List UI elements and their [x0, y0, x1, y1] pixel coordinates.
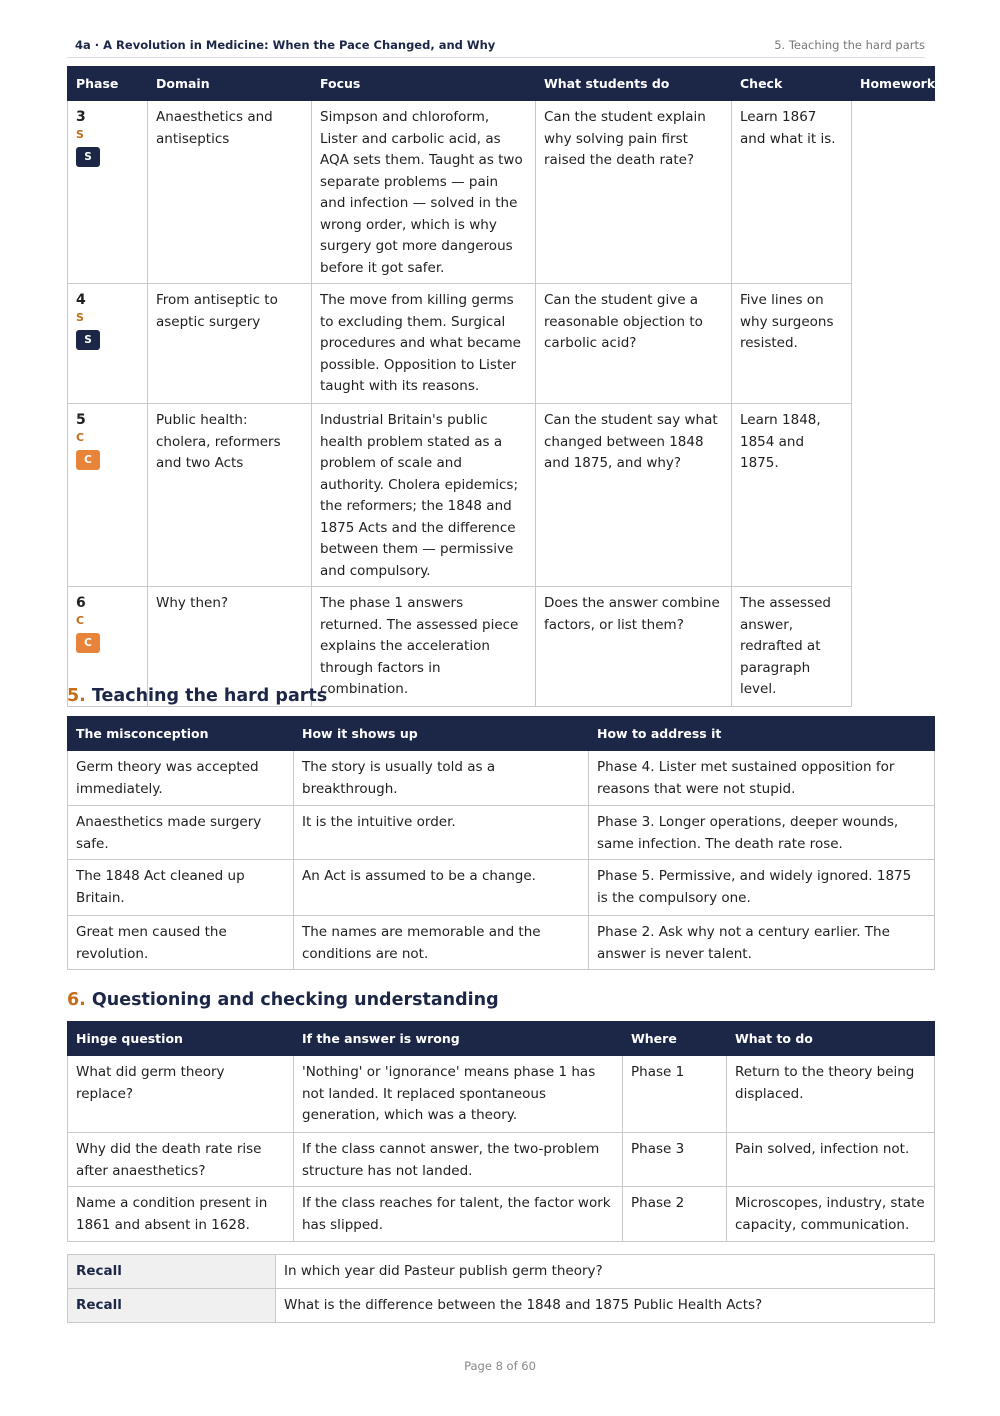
table-row [68, 1133, 935, 1187]
address-cell: Phase 2. Ask why not a century earlier. The answer is never talent. [589, 916, 935, 970]
recall-question: In which year did Pasteur publish germ theory? [276, 1255, 935, 1289]
domain-cell: Public health: cholera, reformers and two Acts [148, 404, 312, 587]
table-row [68, 751, 935, 806]
table-row [68, 916, 935, 970]
phase-number: 4 [76, 292, 86, 308]
table-row [68, 404, 935, 587]
phase-badge: C [76, 633, 100, 653]
if-wrong-cell: 'Nothing' or 'ignorance' means phase 1 has not landed. It replaced spontaneous generation, which was a theory. [294, 1056, 623, 1133]
phase-table-header-row [68, 67, 935, 101]
column-header-if-wrong: If the answer is wrong [294, 1022, 623, 1056]
column-header-what-students-do: What students do [536, 67, 732, 101]
domain-cell: From antiseptic to aseptic surgery [148, 284, 312, 404]
phase-badge: S [76, 147, 100, 167]
where-cell: Phase 2 [623, 1187, 727, 1242]
students-do-cell: Does the answer combine factors, or list them? [536, 587, 732, 707]
table-row [68, 284, 935, 404]
recall-label: Recall [68, 1289, 276, 1323]
where-cell: Phase 1 [623, 1056, 727, 1133]
misconception-cell: Great men caused the revolution. [68, 916, 294, 970]
students-do-cell: Can the student say what changed between 1848 and 1875, and why? [536, 404, 732, 587]
check-cell: Five lines on why surgeons resisted. [732, 284, 852, 404]
what-to-do-cell: Pain solved, infection not. [727, 1133, 935, 1187]
column-header-phase: Phase [68, 67, 148, 101]
phase-cell [68, 101, 148, 284]
recall-table [67, 1254, 935, 1323]
page-number: Page 8 of 60 [464, 1359, 536, 1373]
table-row [68, 1056, 935, 1133]
column-header-where: Where [623, 1022, 727, 1056]
misconception-cell: The 1848 Act cleaned up Britain. [68, 860, 294, 916]
section-number: 6. [67, 990, 86, 1010]
column-header-focus: Focus [312, 67, 536, 101]
hinge-question-cell: Name a condition present in 1861 and absent in 1628. [68, 1187, 294, 1242]
students-do-cell: Can the student explain why solving pain first raised the death rate? [536, 101, 732, 284]
address-cell: Phase 3. Longer operations, deeper wounds, same infection. The death rate rose. [589, 806, 935, 860]
phase-number: 3 [76, 109, 86, 125]
homework-cell [852, 101, 935, 284]
recall-row [68, 1289, 935, 1323]
domain-cell: Anaesthetics and antiseptics [148, 101, 312, 284]
phase-number: 5 [76, 412, 86, 428]
table-row [68, 101, 935, 284]
if-wrong-cell: If the class reaches for talent, the factor work has slipped. [294, 1187, 623, 1242]
phase-table [67, 66, 935, 707]
section-title: Teaching the hard parts [91, 686, 328, 706]
recall-question: What is the difference between the 1848 and 1875 Public Health Acts? [276, 1289, 935, 1323]
column-header-domain: Domain [148, 67, 312, 101]
section-reference: 5. Teaching the hard parts [774, 38, 925, 52]
phase-badge: S [76, 330, 100, 350]
check-cell: Learn 1867 and what it is. [732, 101, 852, 284]
recall-row [68, 1255, 935, 1289]
phase-number: 6 [76, 595, 86, 611]
address-cell: Phase 5. Permissive, and widely ignored. 1875 is the compulsory one. [589, 860, 935, 916]
what-to-do-cell: Return to the theory being displaced. [727, 1056, 935, 1133]
column-header-misconception: The misconception [68, 717, 294, 751]
hinge-question-cell: What did germ theory replace? [68, 1056, 294, 1133]
column-header-hinge-question: Hinge question [68, 1022, 294, 1056]
where-cell: Phase 3 [623, 1133, 727, 1187]
phase-code: C [76, 431, 85, 444]
hinge-question-cell: Why did the death rate rise after anaesthetics? [68, 1133, 294, 1187]
section-heading-questioning [67, 990, 499, 1010]
phase-code: C [76, 614, 85, 627]
column-header-check: Check [732, 67, 852, 101]
check-cell: Learn 1848, 1854 and 1875. [732, 404, 852, 587]
shows-up-cell: The story is usually told as a breakthrough. [294, 751, 589, 806]
section-number: 5. [67, 686, 86, 706]
section-title: Questioning and checking understanding [91, 990, 499, 1010]
shows-up-cell: It is the intuitive order. [294, 806, 589, 860]
document-title: 4a · A Revolution in Medicine: When the Pace Changed, and Why [75, 38, 496, 52]
focus-cell: The move from killing germs to excluding them. Surgical procedures and what became possible. Opposition to Lister taught with its reasons. [312, 284, 536, 404]
running-header [67, 36, 925, 58]
table-row [68, 860, 935, 916]
misconception-cell: Anaesthetics made surgery safe. [68, 806, 294, 860]
phase-code: S [76, 311, 84, 324]
domain-cell: Why then? [148, 587, 312, 707]
phase-code: S [76, 128, 84, 141]
what-to-do-cell: Microscopes, industry, state capacity, communication. [727, 1187, 935, 1242]
misconception-table-header-row [68, 717, 935, 751]
homework-cell [852, 284, 935, 404]
table-row [68, 1187, 935, 1242]
column-header-how-it-shows-up: How it shows up [294, 717, 589, 751]
column-header-how-to-address: How to address it [589, 717, 935, 751]
phase-badge: C [76, 450, 100, 470]
phase-cell [68, 284, 148, 404]
table-row [68, 806, 935, 860]
homework-cell [852, 587, 935, 707]
address-cell: Phase 4. Lister met sustained opposition for reasons that were not stupid. [589, 751, 935, 806]
column-header-homework: Homework [852, 67, 935, 101]
questioning-table-header-row [68, 1022, 935, 1056]
shows-up-cell: An Act is assumed to be a change. [294, 860, 589, 916]
recall-label: Recall [68, 1255, 276, 1289]
students-do-cell: Can the student give a reasonable objection to carbolic acid? [536, 284, 732, 404]
section-heading-teaching-hard-parts [67, 686, 327, 706]
phase-cell [68, 404, 148, 587]
focus-cell: Industrial Britain's public health problem stated as a problem of scale and authority. Cholera epidemics; the reformers; the 1848 and 1875 Acts and the difference between them — permissive and compulsory. [312, 404, 536, 587]
misconception-table [67, 716, 935, 970]
focus-cell: Simpson and chloroform, Lister and carbolic acid, as AQA sets them. Taught as two separate problems — pain and infection — solved in the wrong order, which is why surgery got more dangerous before it got safer. [312, 101, 536, 284]
column-header-what-to-do: What to do [727, 1022, 935, 1056]
shows-up-cell: The names are memorable and the conditions are not. [294, 916, 589, 970]
questioning-table [67, 1021, 935, 1242]
focus-cell: The phase 1 answers returned. The assessed piece explains the acceleration through factors in combination. [312, 587, 536, 707]
misconception-cell: Germ theory was accepted immediately. [68, 751, 294, 806]
if-wrong-cell: If the class cannot answer, the two-problem structure has not landed. [294, 1133, 623, 1187]
check-cell: The assessed answer, redrafted at paragraph level. [732, 587, 852, 707]
homework-cell [852, 404, 935, 587]
